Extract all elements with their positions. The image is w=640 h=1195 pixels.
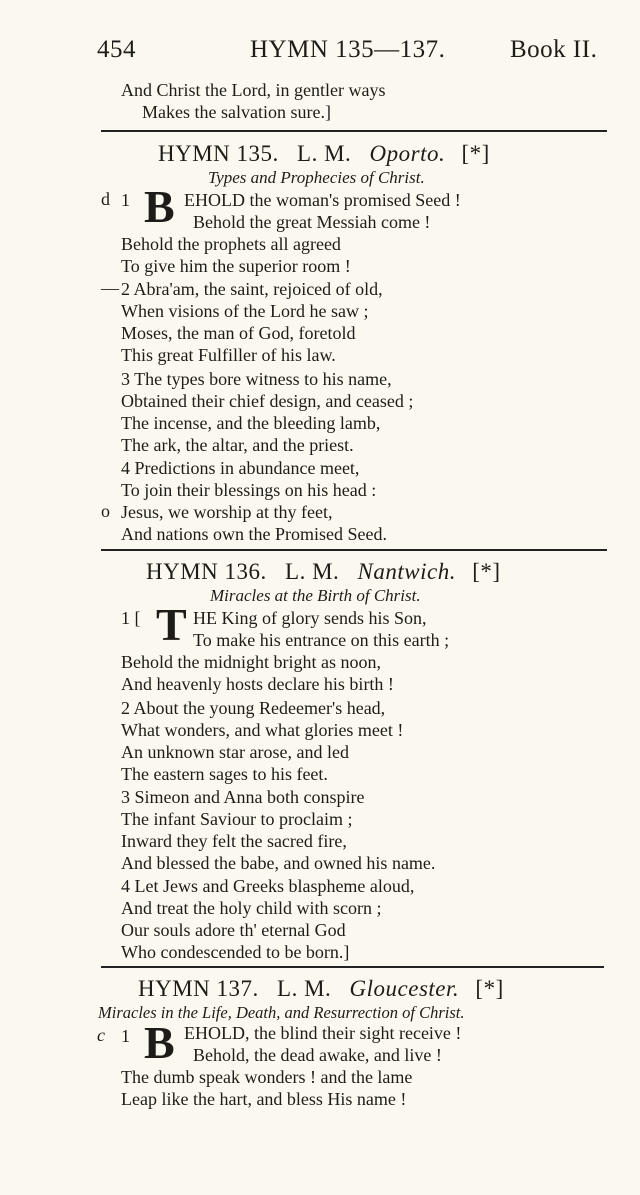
verse-number: 1	[121, 190, 130, 210]
drop-cap: B	[144, 181, 175, 232]
verse-line: Obtained their chief design, and ceased ;	[121, 391, 414, 411]
dynamic-mark: c	[97, 1025, 105, 1045]
verse-line: The eastern sages to his feet.	[121, 764, 328, 784]
section-rule	[101, 966, 604, 968]
hymn-tune: Gloucester.	[349, 976, 460, 1001]
verse-line: Jesus, we worship at thy feet,	[121, 502, 333, 522]
hymn-number: HYMN 135.	[158, 141, 279, 166]
verse-line: 3 Simeon and Anna both conspire	[121, 787, 365, 807]
dynamic-mark: d	[101, 189, 110, 209]
hymn-mark: [*]	[461, 141, 490, 166]
verse-line: Behold the midnight bright as noon,	[121, 652, 381, 672]
verse-line: Inward they felt the sacred fire,	[121, 831, 347, 851]
book-label: Book II.	[510, 36, 598, 63]
verse-line: To give him the superior room !	[121, 256, 351, 276]
verse-line: This great Fulfiller of his law.	[121, 345, 336, 365]
carryover-line: Makes the salvation sure.]	[142, 102, 331, 122]
verse-line: And nations own the Promised Seed.	[121, 524, 387, 544]
verse-line: EHOLD, the blind their sight receive !	[184, 1023, 462, 1043]
hymn-subtitle: Types and Prophecies of Christ.	[208, 168, 425, 187]
verse-line: HE King of glory sends his Son,	[193, 608, 427, 628]
verse-line: What wonders, and what glories meet !	[121, 720, 404, 740]
verse-line: Moses, the man of God, foretold	[121, 323, 356, 343]
dynamic-mark: —	[101, 278, 119, 298]
verse-line: And heavenly hosts declare his birth !	[121, 674, 394, 694]
hymn-mark: [*]	[472, 559, 501, 584]
hymn-number: HYMN 136.	[146, 559, 267, 584]
verse-line: The dumb speak wonders ! and the lame	[121, 1067, 413, 1087]
verse-line: 2 About the young Redeemer's head,	[121, 698, 386, 718]
hymn-tune: Nantwich.	[357, 559, 456, 584]
hymn-meter: L. M.	[277, 976, 332, 1001]
dynamic-mark: o	[101, 501, 110, 521]
verse-line: An unknown star arose, and led	[121, 742, 349, 762]
page-number: 454	[97, 36, 136, 63]
hymn-title	[146, 559, 501, 585]
section-rule	[101, 130, 607, 132]
hymn-subtitle: Miracles in the Life, Death, and Resurrection of Christ.	[98, 1003, 465, 1022]
hymn-title	[138, 976, 504, 1002]
verse-line: Leap like the hart, and bless His name !	[121, 1089, 407, 1109]
hymn-mark: [*]	[475, 976, 504, 1001]
verse-line: EHOLD the woman's promised Seed !	[184, 190, 461, 210]
hymn-title	[158, 141, 490, 167]
verse-line: To make his entrance on this earth ;	[193, 630, 450, 650]
verse-line: The infant Saviour to proclaim ;	[121, 809, 353, 829]
hymn-meter: L. M.	[285, 559, 340, 584]
verse-line: Behold the great Messiah come !	[193, 212, 431, 232]
verse-line: 4 Let Jews and Greeks blaspheme aloud,	[121, 876, 415, 896]
verse-line: Who condescended to be born.]	[121, 942, 350, 962]
running-header	[0, 36, 640, 70]
verse-line: 4 Predictions in abundance meet,	[121, 458, 360, 478]
hymn-subtitle: Miracles at the Birth of Christ.	[210, 586, 421, 605]
drop-cap: B	[144, 1017, 175, 1068]
verse-line: And treat the holy child with scorn ;	[121, 898, 382, 918]
verse-line: And blessed the babe, and owned his name.	[121, 853, 436, 873]
verse-line: The ark, the altar, and the priest.	[121, 435, 354, 455]
verse-line: The incense, and the bleeding lamb,	[121, 413, 381, 433]
verse-line: 3 The types bore witness to his name,	[121, 369, 392, 389]
hymn-number: HYMN 137.	[138, 976, 259, 1001]
section-rule	[101, 549, 607, 551]
verse-line: When visions of the Lord he saw ;	[121, 301, 369, 321]
verse-line: To join their blessings on his head :	[121, 480, 377, 500]
carryover-line: And Christ the Lord, in gentler ways	[121, 80, 386, 100]
drop-cap: T	[156, 599, 187, 650]
verse-line: Our souls adore th' eternal God	[121, 920, 346, 940]
verse-line: Behold the prophets all agreed	[121, 234, 341, 254]
verse-number: 1	[121, 1026, 130, 1046]
verse-line: 2 Abra'am, the saint, rejoiced of old,	[121, 279, 383, 299]
verse-line: Behold, the dead awake, and live !	[193, 1045, 442, 1065]
verse-number: 1 [	[121, 608, 141, 628]
hymn-meter: L. M.	[297, 141, 352, 166]
hymn-tune: Oporto.	[369, 141, 446, 166]
header-title: HYMN 135—137.	[250, 36, 446, 63]
